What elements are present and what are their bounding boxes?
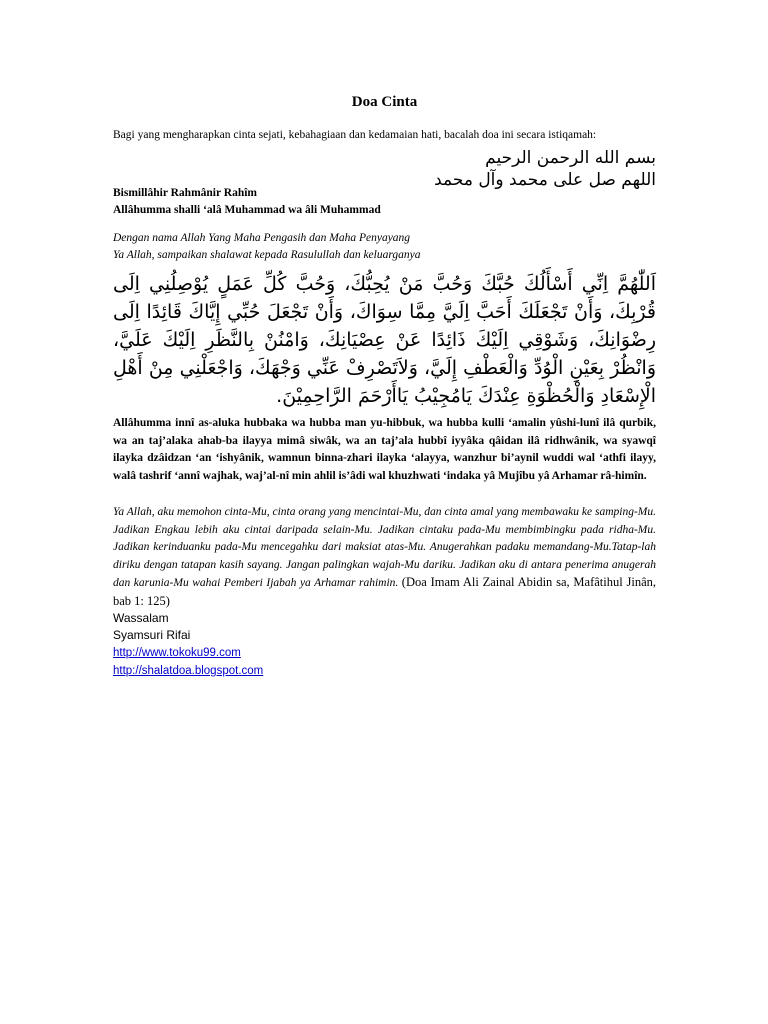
meaning-basmala: Dengan nama Allah Yang Maha Pengasih dan Maha Penyayang xyxy=(113,232,411,244)
document-title: Doa Cinta xyxy=(351,94,418,110)
arabic-doa: اَللّٰهُمَّ اِنِّي أَسْأَلُكَ حُبَّكَ وَحُبَّ مَنْ يُحِبُّكَ، وَحُبَّ كُلِّ عَمَلٍ يُوْصِلُنِي اِلَى قُرْبِكَ، وَأَنْ تَجْعَلَكَ أَحَبَّ اِلَيَّ مِمَّا سِوَاكَ، وَأَنْ تَجْعَلَ حُبِّي إِيَّاكَ قَائِدًا اِلَى رِضْوَانِكَ، وَشَوْقِي اِلَيْكَ ذَائِدًا عَنْ عِصْيَانِكَ، وَامْنُنْ بِالنَّظَرِ اِلَيْكَ عَلَيَّ، وَانْظُرْ بِعَيْنِ الْوُدِّ وَالْعَطْفِ إِلَيَّ، وَلاَتَصْرِفْ عَنِّي وَجْهَكَ، وَاجْعَلْنِي مِنْ أَهْلِ الْإِسْعَادِ وَالْحُظْوَةِ عِنْدَكَ يَامُجِيْبُ يَاأَرْحَمَ الرَّاحِمِيْنَ. xyxy=(113,273,656,407)
arabic-opening xyxy=(434,147,656,191)
signature-block xyxy=(113,610,263,680)
translit-doa: Allâhumma innî as-aluka hubbaka wa hubba man yu-hibbuk, wa hubba kulli ‘amalin yûshi-lunî ilâ qurbik, wa an taj’alaka ahab-ba ilayya mimâ siwâk, wa an taj’ala hubbî iyyâka qâidan ilâ ridhwânik, wa syawqî ilayka dzâidzan ‘an ‘ishyânik, wamnun binna-zhari ilayka ‘alayya, wanzhur bi’aynil wuddi wal ‘athfi ilayy, walâ tashrif ‘annî wajhak, waj’al-nî min ahlil is’âdi wal khuzhwati ‘indaka yâ Mujîbu yâ Arhamar râ-himîn. xyxy=(113,417,656,482)
author-name: Syamsuri Rifai xyxy=(113,628,191,642)
translit-shalawat: Allâhumma shalli ‘alâ Muhammad wa âli Muhammad xyxy=(113,204,381,216)
closing-text: Wassalam xyxy=(113,611,169,625)
meaning-doa xyxy=(113,504,656,611)
translit-opening xyxy=(113,185,381,219)
intro-text: Bagi yang mengharapkan cinta sejati, kebahagiaan dan kedamaian hati, bacalah doa ini secara istiqamah: xyxy=(113,129,597,141)
link-tokoku99[interactable]: http://www.tokoku99.com xyxy=(113,647,241,659)
meaning-opening xyxy=(113,230,421,264)
meaning-doa-text: Ya Allah, aku memohon cinta-Mu, cinta orang yang mencintai-Mu, dan cinta amal yang membawaku ke samping-Mu. Jadikan Engkau lebih aku cintai daripada selain-Mu. Jadikan cintaku pada-Mu membimbingku pada ridha-Mu. Jadikan kerinduanku pada-Mu mencegahku dari maksiat atas-Mu. Anugerahkan padaku memandang-Mu.Tatap-lah diriku dengan tatapan kasih sayang. Jangan palingkan wajah-Mu dariku. Jadikan aku di antara penerima anugerah dan karunia-Mu wahai Pemberi Ijabah ya Arhamar rahimin. xyxy=(113,506,656,589)
meaning-shalawat: Ya Allah, sampaikan shalawat kepada Rasulullah dan keluarganya xyxy=(113,249,421,261)
link-shalatdoa[interactable]: http://shalatdoa.blogspot.com xyxy=(113,665,264,677)
doa-source: (Doa Imam Ali Zainal Abidin sa, Mafâtihul Jinân, bab 1: 125) xyxy=(113,575,656,608)
arabic-shalawat: اللهم صل على محمد وآل محمد xyxy=(434,170,656,190)
translit-basmala: Bismillâhir Rahmânir Rahîm xyxy=(113,187,257,199)
arabic-basmala: بسم الله الرحمن الرحيم xyxy=(485,148,656,168)
